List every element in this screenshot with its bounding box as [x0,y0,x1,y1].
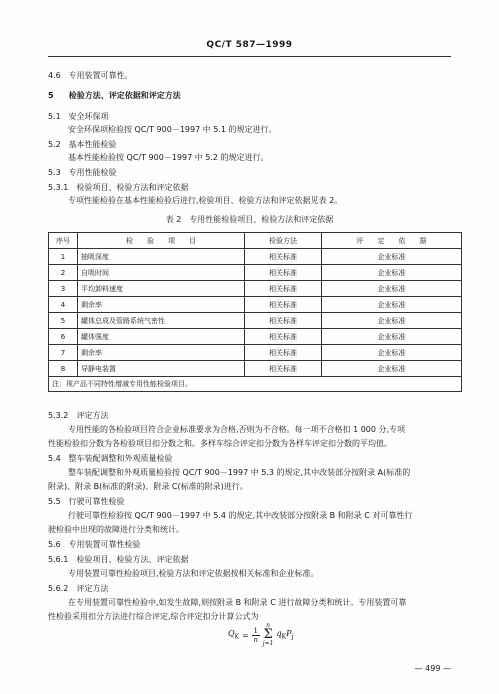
section-number: 4.6 [48,71,61,80]
table-row [49,249,462,265]
section-text: 安全环保项 [68,112,109,121]
section-text: 基本性能检验 [68,140,117,149]
criteria-cell: 企业标准 [322,329,462,345]
criteria-cell: 企业标准 [322,265,462,281]
table-title: 表 2 专用性能检验项目、检验方法和评定依据 [165,215,334,224]
section-text: 评定方法 [76,584,109,593]
section-number: 5.6 [48,540,61,549]
section-4-6 [48,70,133,81]
item-cell: 罐体强度 [78,329,245,345]
section-number: 5.3.1 [48,183,69,192]
section-5-3-1 [48,182,189,193]
section-5-3-2-body-2: 性能检验扣分数为各检验项目扣分数之和。多样车综合评定扣分数为各样车评定扣分数的平均值。 [48,439,392,448]
table-note: 注：视产品不同特性增减专用性能检验项目。 [49,377,462,392]
section-5-6-2-body-2: 性检验采用扣分方法进行综合评定,综合评定扣分计算公式为 [48,612,259,621]
method-cell: 相关标准 [245,297,322,313]
formula-sum: n Σ j=1 [262,622,274,647]
item-cell: 剩余率 [78,297,245,313]
table-row [49,313,462,329]
section-text: 专用装置可靠性检验 [68,540,141,549]
section-5-6-2 [48,583,109,594]
row-index-cell: 1 [49,249,78,265]
section-text: 检验项目、检验方法和评定依据 [76,183,189,192]
header-cell: 检 验 项 目 [78,233,245,249]
row-index-cell: 2 [49,265,78,281]
section-text: 检验项目、检验方法、评定依据 [76,555,189,564]
method-cell: 相关标准 [245,265,322,281]
section-number: 5.3 [48,168,61,177]
section-5-3-2-body-1: 专用性能的各检验项目符合企业标准要求为合格,否则为不合格。每一项不合格扣 1 000 分,专项 [68,425,406,434]
method-cell: 相关标准 [245,345,322,361]
section-5-3 [48,167,117,178]
section-text: 专用装置可靠性。 [68,71,133,80]
header-rule [48,56,451,57]
item-cell: 导静电装置 [78,361,245,377]
section-text: 专用性能检验 [68,168,117,177]
section-5-heading [48,90,181,101]
criteria-cell: 企业标准 [322,297,462,313]
row-index-cell: 4 [49,297,78,313]
criteria-cell: 企业标准 [322,345,462,361]
section-5-6-2-body-1: 在专用装置可靠性检验中,如发生故障,则按附录 B 和附录 C 进行故障分类和统计。专用装置可靠 [68,598,407,607]
criteria-cell: 企业标准 [322,281,462,297]
header-cell: 评 定 依 据 [322,233,462,249]
section-5-2-body: 基本性能检验按 QC/T 900－1997 中 5.2 的规定进行。 [68,153,269,162]
section-text: 整车装配调整和外观质量检验 [68,454,173,463]
section-number: 5.6.2 [48,584,69,593]
row-index-cell: 7 [49,345,78,361]
item-cell: 剩余率 [78,345,245,361]
section-number: 5.2 [48,140,61,149]
section-text: 行驶可靠性检验 [68,497,125,506]
method-cell: 相关标准 [245,329,322,345]
criteria-cell: 企业标准 [322,249,462,265]
table-row [49,329,462,345]
criteria-cell: 企业标准 [322,313,462,329]
section-number: 5.4 [48,454,61,463]
method-cell: 相关标准 [245,313,322,329]
formula-fraction: $\frac{1}{n}$ [253,626,258,644]
formula-term: $q_KP_j$ [276,629,294,641]
row-index-cell: 5 [49,313,78,329]
formula-eq: = [242,630,249,640]
section-number: 5.1 [48,112,61,121]
table-row [49,345,462,361]
formula [228,624,293,646]
table-note-row [49,377,462,392]
section-5-4-body-1: 整车装配调整和外观质量检验按 QC/T 900－1997 中 5.3 的规定,其中改装部分按附录 A(标准的 [68,468,411,477]
table-row [49,281,462,297]
section-number: 5 [48,91,54,100]
table-row [49,361,462,377]
section-5-6-1 [48,554,189,565]
section-5-1 [48,111,109,122]
section-5-5 [48,496,125,507]
section-5-4-body-2: 附录)、附录 B(标准的附录)、附录 C(标准的附录)进行。 [48,482,248,491]
section-text: 评定方法 [76,411,109,420]
criteria-cell: 企业标准 [322,361,462,377]
header-cell: 序号 [49,233,78,249]
section-number: 5.5 [48,497,61,506]
method-cell: 相关标准 [245,281,322,297]
row-index-cell: 6 [49,329,78,345]
table-row [49,297,462,313]
table-header-row [49,233,462,249]
section-5-5-body-1: 行驶可靠性检验按 QC/T 900－1997 中 5.4 的规定,其中改装部分按附录 B 和附录 C 对可靠性行 [68,511,413,520]
section-number: 5.6.1 [48,555,69,564]
section-number: 5.3.2 [48,411,69,420]
section-5-1-body: 安全环保项检验按 QC/T 900－1997 中 5.1 的规定进行。 [68,125,277,134]
page-header: QC/T 587—1999 [206,40,293,50]
page-number: — 499 — [414,664,451,673]
table-row [49,265,462,281]
section-5-2 [48,139,117,150]
section-5-5-body-2: 驶检验中出现的故障进行分类和统计。 [48,525,184,534]
item-cell: 平均卸料速度 [78,281,245,297]
section-5-3-2 [48,410,109,421]
item-cell: 抽吸深度 [78,249,245,265]
item-cell: 自吸时间 [78,265,245,281]
spec-table [48,232,462,392]
item-cell: 罐体总成及管路系统气密性 [78,313,245,329]
row-index-cell: 3 [49,281,78,297]
method-cell: 相关标准 [245,249,322,265]
formula-lhs: $Q_K$ [228,629,240,641]
row-index-cell: 8 [49,361,78,377]
section-text: 检验方法、评定依据和评定方法 [68,91,181,100]
section-5-4 [48,453,173,464]
section-5-3-1-body: 专项性能检验在基本性能检验后进行,检验项目、检验方法和评定依据见表 2。 [68,196,343,205]
section-5-6 [48,539,141,550]
header-cell: 检验方法 [245,233,322,249]
section-5-6-1-body: 专用装置可靠性检验项目,检验方法和评定依据按相关标准和企业标准。 [68,569,319,578]
method-cell: 相关标准 [245,361,322,377]
